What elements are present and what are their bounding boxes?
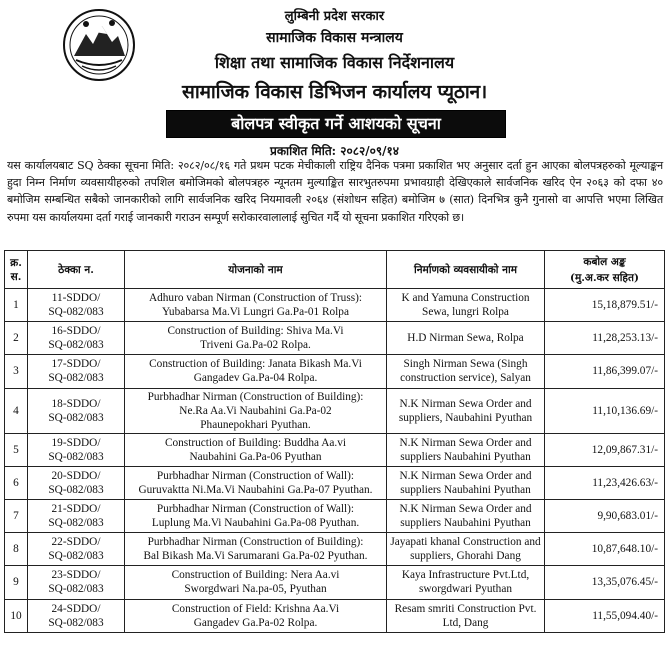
cell-contractor-name: N.K Nirman Sewa Order and suppliers, Naubahini Pyuthan	[387, 388, 545, 433]
cell-contract-no: 16-SDDO/ SQ-082/083	[28, 322, 125, 355]
directorate-name: शिक्षा तथा सामाजिक विकास निर्देशनालय	[214, 53, 455, 72]
cell-bid-amount: 11,86,399.07/-	[545, 355, 665, 388]
cell-contractor-name: Resam smriti Construction Pvt. Ltd, Dang	[387, 599, 545, 632]
cell-bid-amount: 10,87,648.10/-	[545, 533, 665, 566]
cell-contract-no: 11-SDDO/ SQ-082/083	[28, 289, 125, 322]
cell-bid-amount: 11,23,426.63/-	[545, 466, 665, 499]
cell-bid-amount: 11,55,094.40/-	[545, 599, 665, 632]
table-row	[5, 355, 665, 388]
cell-project-name: Construction of Building: Buddha Aa.vi Naubahini Ga.Pa-06 Pyuthan	[125, 433, 387, 466]
cell-sn: 3	[5, 355, 28, 388]
cell-sn: 6	[5, 466, 28, 499]
table-row	[5, 433, 665, 466]
cell-sn: 7	[5, 499, 28, 532]
cell-bid-amount: 11,10,136.69/-	[545, 388, 665, 433]
cell-project-name: Construction of Building: Shiva Ma.Vi Triveni Ga.Pa-02 Rolpa.	[125, 322, 387, 355]
cell-contractor-name: Jayapati khanal Construction and suppliers, Ghorahi Dang	[387, 533, 545, 566]
cell-sn: 10	[5, 599, 28, 632]
ministry-name: सामाजिक विकास मन्त्रालय	[266, 30, 403, 46]
cell-contract-no: 18-SDDO/ SQ-082/083	[28, 388, 125, 433]
office-name: सामाजिक विकास डिभिजन कार्यालय प्यूठान।	[182, 81, 487, 103]
column-header-sn: क्र. स.	[5, 251, 28, 289]
cell-contract-no: 23-SDDO/ SQ-082/083	[28, 566, 125, 599]
cell-project-name: Purbhadhar Nirman (Construction of Building): Bal Bikash Ma.Vi Sarumarani Ga.Pa-02 Pyuthan.	[125, 533, 387, 566]
cell-project-name: Purbhadhar Nirman (Construction of Wall): Guruvaktta Ni.Ma.Vi Naubahini Ga.Pa-07 Pyuthan.	[125, 466, 387, 499]
cell-bid-amount: 12,09,867.31/-	[545, 433, 665, 466]
cell-contractor-name: Singh Nirman Sewa (Singh construction service), Salyan	[387, 355, 545, 388]
column-header-contractor: निर्माणको व्यवसायीको नाम	[387, 251, 545, 289]
notice-title-banner: बोलपत्र स्वीकृत गर्ने आशयको सूचना	[166, 110, 506, 138]
column-header-project: योजनाको नाम	[125, 251, 387, 289]
table-row	[5, 466, 665, 499]
cell-sn: 4	[5, 388, 28, 433]
cell-bid-amount: 11,28,253.13/-	[545, 322, 665, 355]
cell-contractor-name: N.K Nirman Sewa Order and suppliers Naubahini Pyuthan	[387, 499, 545, 532]
table-row	[5, 388, 665, 433]
cell-sn: 2	[5, 322, 28, 355]
cell-project-name: Construction of Building: Nera Aa.vi Sworgdwari Na.pa-05, Pyuthan	[125, 566, 387, 599]
published-date: प्रकाशित मिति: २०८२/०९/१४	[270, 144, 399, 158]
cell-project-name: Purbhadhar Nirman (Construction of Building): Ne.Ra Aa.Vi Naubahini Ga.Pa-02 Phaunepokhari Pyuthan.	[125, 388, 387, 433]
cell-project-name: Construction of Building: Janata Bikash Ma.Vi Gangadev Ga.Pa-04 Rolpa.	[125, 355, 387, 388]
cell-sn: 5	[5, 433, 28, 466]
column-header-contract: ठेक्का न.	[28, 251, 125, 289]
notice-header	[0, 0, 669, 158]
cell-sn: 1	[5, 289, 28, 322]
bid-acceptance-table	[4, 250, 665, 633]
table-row	[5, 533, 665, 566]
cell-project-name: Construction of Field: Krishna Aa.Vi Gangadev Ga.Pa-02 Rolpa.	[125, 599, 387, 632]
cell-bid-amount: 15,18,879.51/-	[545, 289, 665, 322]
cell-contract-no: 17-SDDO/ SQ-082/083	[28, 355, 125, 388]
table-row	[5, 289, 665, 322]
cell-contractor-name: N.K Nirman Sewa Order and suppliers Naubahini Pyuthan	[387, 433, 545, 466]
cell-contractor-name: H.D Nirman Sewa, Rolpa	[387, 322, 545, 355]
province-name: लुम्बिनी प्रदेश सरकार	[284, 9, 385, 24]
cell-contract-no: 21-SDDO/ SQ-082/083	[28, 499, 125, 532]
table-row	[5, 566, 665, 599]
cell-bid-amount: 9,90,683.01/-	[545, 499, 665, 532]
cell-contract-no: 19-SDDO/ SQ-082/083	[28, 433, 125, 466]
table-row	[5, 499, 665, 532]
cell-project-name: Adhuro vaban Nirman (Construction of Truss): Yubabarsa Ma.Vi Lungri Ga.Pa-01 Rolpa	[125, 289, 387, 322]
table-row	[5, 599, 665, 632]
table-row	[5, 322, 665, 355]
cell-contractor-name: Kaya Infrastructure Pvt.Ltd, sworgdwari Pyuthan	[387, 566, 545, 599]
cell-contract-no: 22-SDDO/ SQ-082/083	[28, 533, 125, 566]
table-header-row	[5, 251, 665, 289]
cell-sn: 8	[5, 533, 28, 566]
cell-contract-no: 24-SDDO/ SQ-082/083	[28, 599, 125, 632]
cell-bid-amount: 13,35,076.45/-	[545, 566, 665, 599]
cell-contract-no: 20-SDDO/ SQ-082/083	[28, 466, 125, 499]
notice-body: यस कार्यालयबाट SQ ठेक्का सूचना मिति: २०८२/०८/१६ गते प्रथम पटक मेचीकाली राष्ट्रिय दैनिक पत्रमा प्रकाशित भए अनुसार दर्ता हुन आएका बोलपत्रहरुको मूल्याङ्कन हुदा निम्न निर्माण व्यवसायीहरुको तपशिल बमोजिमको बोलपत्रहरु न्यूनतम मुल्याङ्कित सारभुतरुपमा प्रभावग्राही देखिएकाले सार्वजनिक खरिद ऐन २०६३ को दफा ४० बमोजिम सम्बन्धित सबैको जानकारीको लागि सार्वजनिक खरिद नियमावली २०६४ (संशोधन सहित) बमोजिम ७ (सात) दिनभित्र कुनै गुनासो वा आपत्ति भएमा लिखित रुपमा यस कार्यालयमा दर्ता गराई जानकारी गराउन सम्पूर्ण सरोकारवालालाई सुचित गर्दै यो सूचना प्रकाशित गरिएको छ।	[7, 159, 663, 224]
cell-contractor-name: K and Yamuna Construction Sewa, lungri Rolpa	[387, 289, 545, 322]
cell-project-name: Purbhadhar Nirman (Construction of Wall): Luplung Ma.Vi Naubahini Ga.Pa-08 Pyuthan.	[125, 499, 387, 532]
cell-contractor-name: N.K Nirman Sewa Order and suppliers Naubahini Pyuthan	[387, 466, 545, 499]
column-header-amount: कबोल अङ्क (मु.अ.कर सहित)	[545, 251, 665, 289]
cell-sn: 9	[5, 566, 28, 599]
